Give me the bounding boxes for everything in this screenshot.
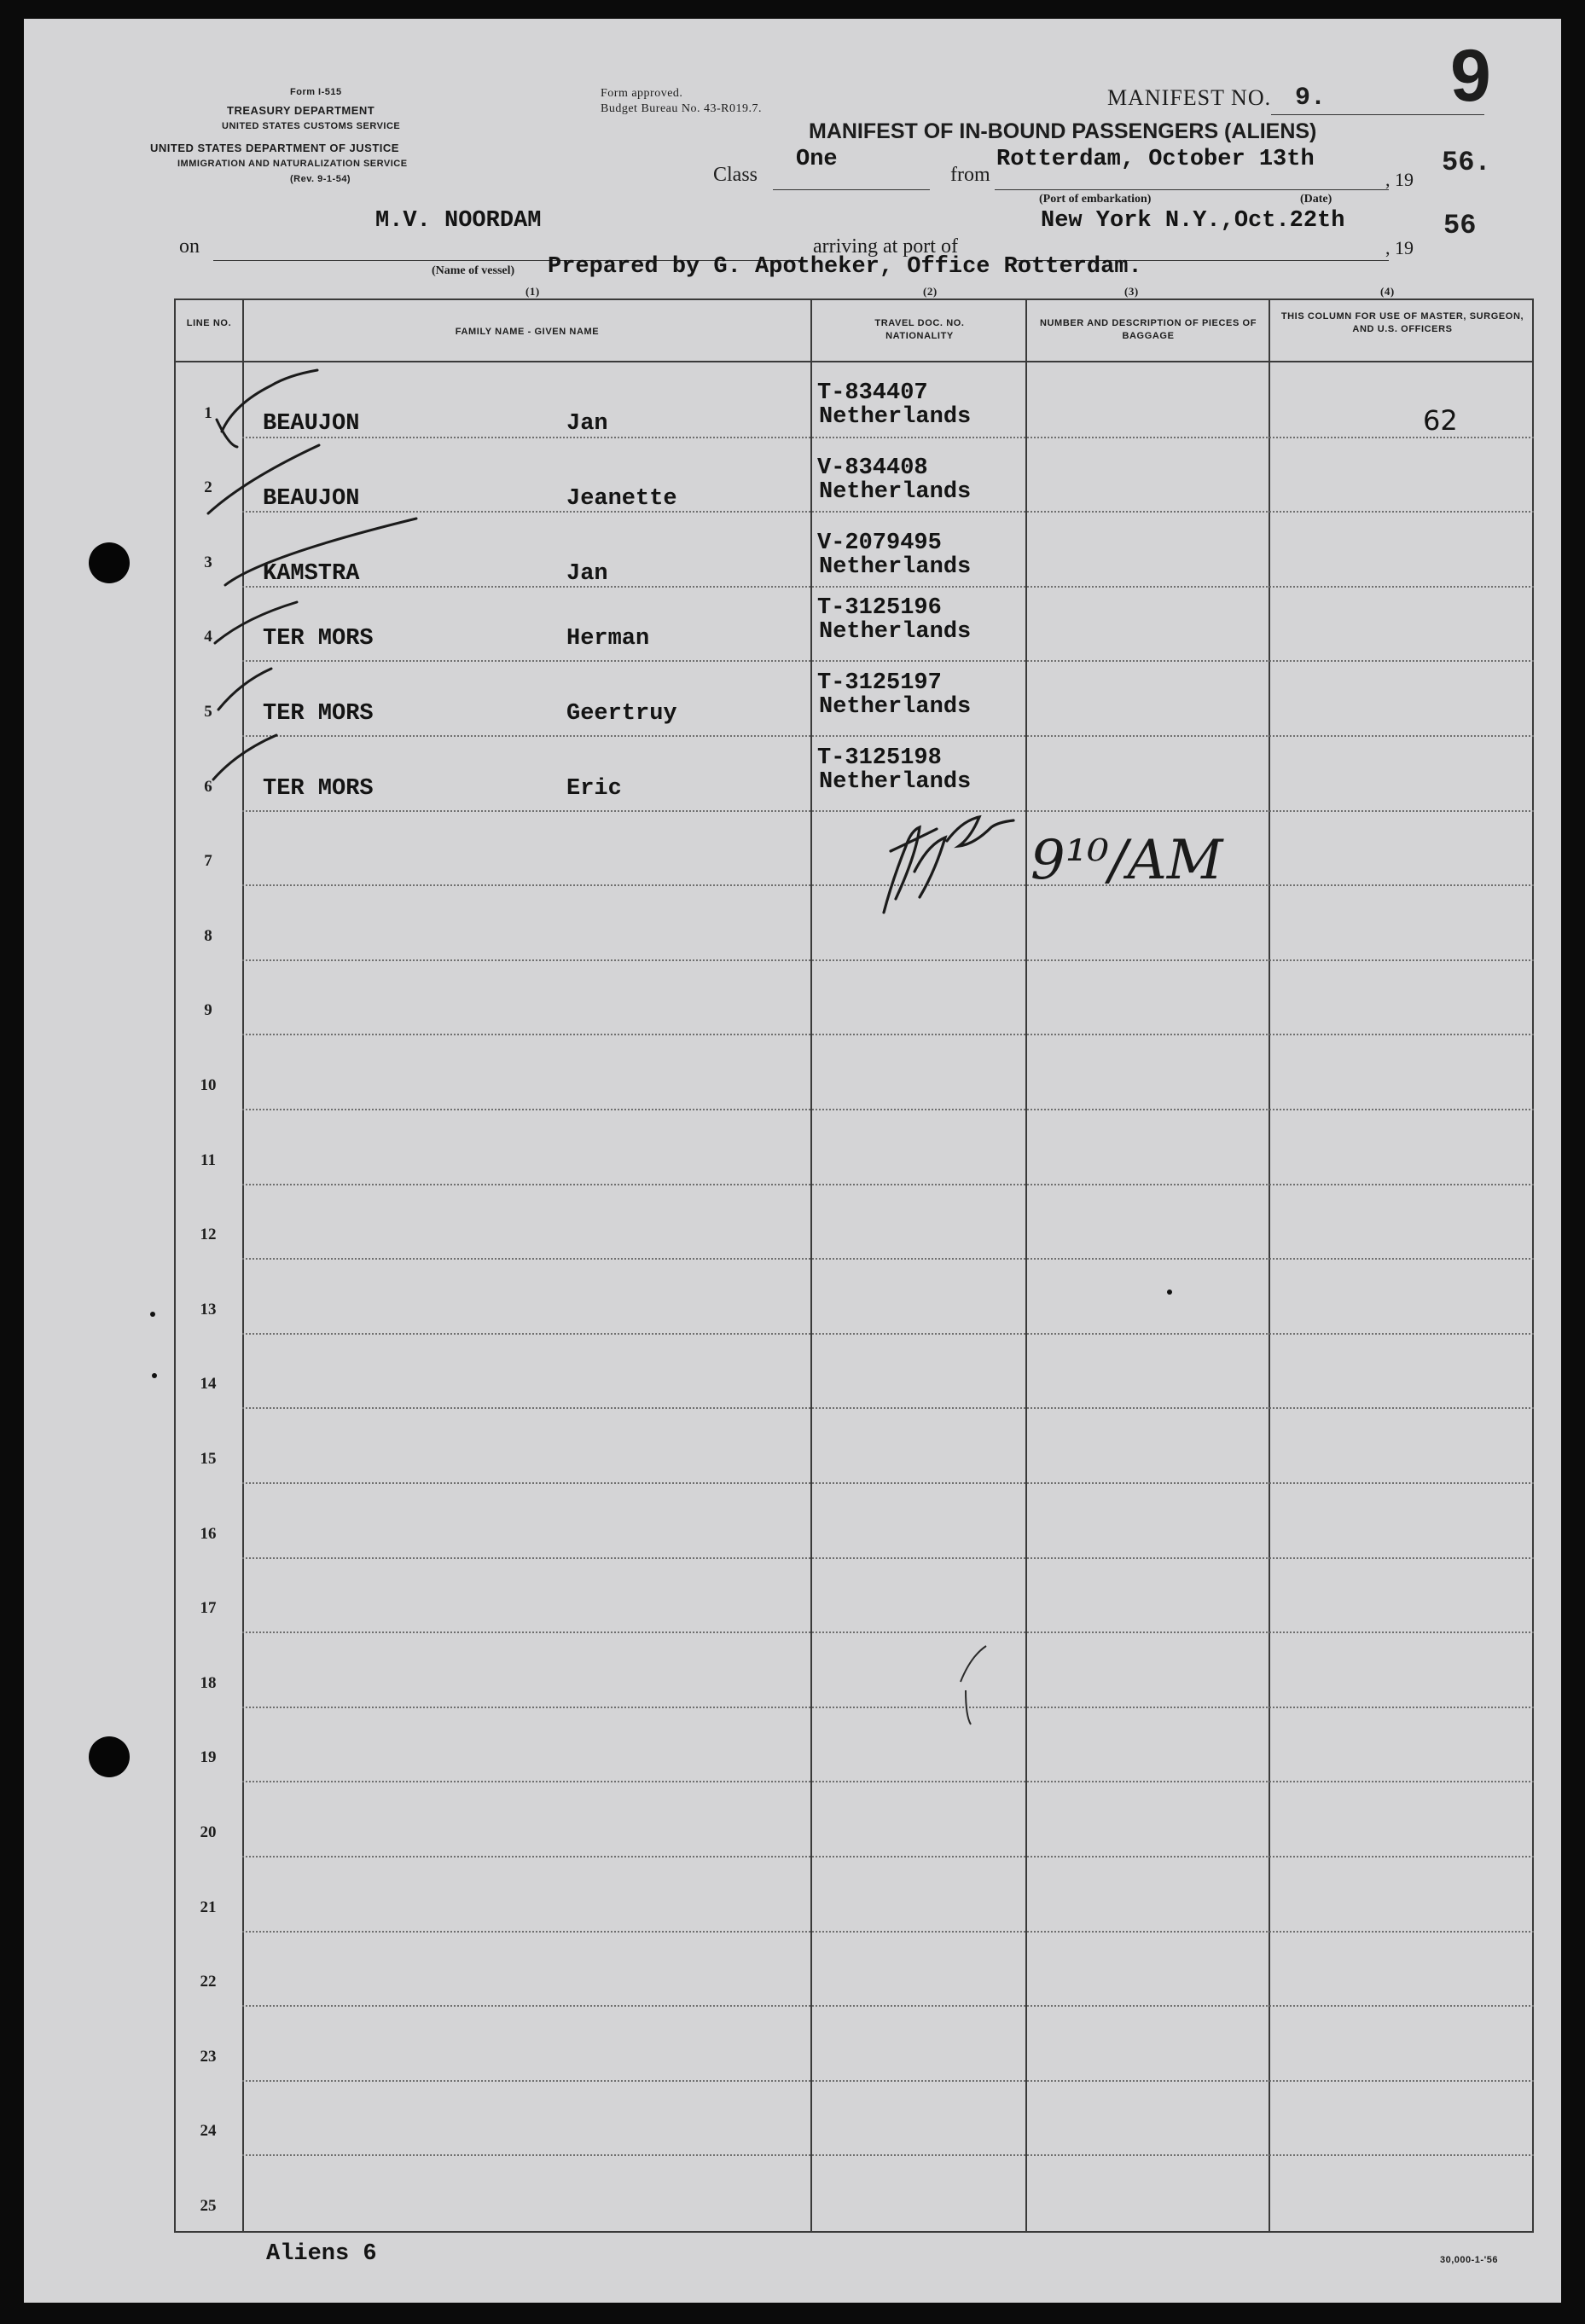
caption-4: (4) [1380, 285, 1395, 298]
on-label: on [179, 235, 200, 258]
year-prefix: , 19 [1385, 169, 1414, 190]
manifest-number: 9. [1295, 84, 1327, 113]
family-name: TER MORS [263, 626, 374, 652]
line-number: 17 [200, 1599, 217, 1618]
nationality: Netherlands [819, 619, 972, 645]
caption-1: (1) [525, 285, 540, 298]
given-name: Herman [566, 626, 650, 652]
line-number: 5 [204, 703, 212, 721]
line-number: 16 [200, 1524, 217, 1543]
form-approved: Form approved. [601, 87, 683, 100]
line-number: 13 [200, 1300, 217, 1318]
col-head-travel-doc: TRAVEL DOC. NO. NATIONALITY [874, 318, 965, 341]
manifest-label: MANIFEST NO. [1107, 85, 1272, 110]
family-name: BEAUJON [263, 486, 360, 512]
line-number: 9 [204, 1001, 212, 1020]
arriving-label: arriving at port of [813, 235, 958, 258]
line-number: 12 [200, 1226, 217, 1244]
check-mark-5b [213, 735, 276, 779]
check-mark-2 [208, 445, 319, 513]
page-title: MANIFEST OF IN-BOUND PASSENGERS (ALIENS) [809, 119, 1317, 143]
line-number: 23 [200, 2047, 217, 2066]
col-head-officers: THIS COLUMN FOR USE OF MASTER, SURGEON, AND U.S. OFFICERS [1280, 311, 1524, 334]
line-number: 11 [200, 1150, 216, 1169]
officer-note: 62 [1423, 404, 1458, 437]
pencil-mark [961, 1646, 986, 1724]
prepared-by: Prepared by G. Apotheker, Office Rotterdam. [548, 254, 1142, 280]
budget-bureau-number: Budget Bureau No. 43-R019.7. [601, 102, 762, 115]
nationality: Netherlands [819, 769, 972, 795]
check-mark-5 [218, 669, 271, 710]
col-head-baggage: NUMBER AND DESCRIPTION OF PIECES OF BAGGAGE [1039, 318, 1257, 341]
manifest-page [24, 19, 1561, 2303]
line-number: 22 [200, 1973, 217, 1991]
treasury-department: TREASURY DEPARTMENT [227, 104, 375, 117]
line-number: 24 [200, 2122, 217, 2141]
year2-prefix: , 19 [1385, 237, 1414, 258]
line-number: 6 [204, 777, 212, 796]
line-number: 25 [200, 2197, 217, 2215]
year2-value: 56 [1443, 210, 1477, 241]
family-name: TER MORS [263, 776, 374, 802]
line-number: 3 [204, 553, 212, 571]
line-number: 8 [204, 926, 212, 945]
department-of-justice: UNITED STATES DEPARTMENT OF JUSTICE [150, 142, 399, 154]
form-revision: (Rev. 9-1-54) [290, 174, 351, 184]
from-label: from [950, 164, 990, 186]
nationality: Netherlands [819, 694, 972, 720]
vessel-caption: (Name of vessel) [432, 264, 515, 277]
vessel-name: M.V. NOORDAM [375, 208, 542, 234]
check-mark-3 [225, 519, 416, 585]
travel-doc-number: T-3125197 [817, 670, 942, 696]
given-name: Eric [566, 776, 622, 802]
family-name: TER MORS [263, 701, 374, 727]
nationality: Netherlands [819, 479, 972, 505]
check-marks [24, 19, 1561, 2303]
travel-doc-number: T-3125196 [817, 595, 942, 621]
year-value: 56. [1442, 147, 1491, 178]
check-mark-4 [215, 602, 297, 643]
date-caption: (Date) [1300, 193, 1332, 206]
form-number: Form I-515 [290, 87, 342, 97]
signature-initials [884, 817, 1013, 913]
travel-doc-number: V-2079495 [817, 530, 942, 556]
aliens-total: Aliens 6 [266, 2241, 377, 2267]
line-number: 4 [204, 628, 212, 646]
line-number: 2 [204, 478, 212, 497]
handwritten-time: 9¹⁰/AM [1031, 829, 1223, 892]
line-number: 21 [200, 1898, 217, 1916]
travel-doc-number: V-834408 [817, 455, 928, 481]
col-head-line-no: LINE NO. [186, 318, 232, 328]
stamp-number: 9 [1450, 35, 1491, 117]
nationality: Netherlands [819, 554, 972, 580]
caption-2: (2) [923, 285, 938, 298]
col-head-name: FAMILY NAME - GIVEN NAME [455, 327, 600, 337]
travel-doc-number: T-834407 [817, 380, 928, 406]
port-of-embarkation-caption: (Port of embarkation) [1039, 193, 1152, 206]
caption-3: (3) [1124, 285, 1139, 298]
line-number: 15 [200, 1450, 217, 1468]
print-code: 30,000-1-'56 [1440, 2255, 1498, 2265]
arrival-port-date: New York N.Y.,Oct.22th [1041, 208, 1345, 234]
given-name: Jan [566, 561, 608, 587]
line-number: 18 [200, 1673, 217, 1692]
check-mark-1 [222, 370, 317, 432]
immigration-service: IMMIGRATION AND NATURALIZATION SERVICE [177, 159, 408, 169]
customs-service: UNITED STATES CUSTOMS SERVICE [222, 121, 401, 131]
given-name: Jeanette [566, 486, 677, 512]
line-number: 20 [200, 1823, 217, 1841]
line-number: 7 [204, 852, 212, 871]
embarkation-port-date: Rotterdam, October 13th [996, 147, 1315, 172]
family-name: KAMSTRA [263, 561, 360, 587]
given-name: Jan [566, 411, 608, 437]
given-name: Geertruy [566, 701, 677, 727]
line-number: 1 [204, 403, 212, 422]
line-number: 10 [200, 1076, 217, 1094]
line-number: 14 [200, 1375, 217, 1394]
class-label: Class [713, 164, 758, 186]
nationality: Netherlands [819, 404, 972, 430]
line-number: 19 [200, 1748, 217, 1767]
travel-doc-number: T-3125198 [817, 745, 942, 771]
family-name: BEAUJON [263, 411, 360, 437]
class-value: One [796, 147, 838, 172]
